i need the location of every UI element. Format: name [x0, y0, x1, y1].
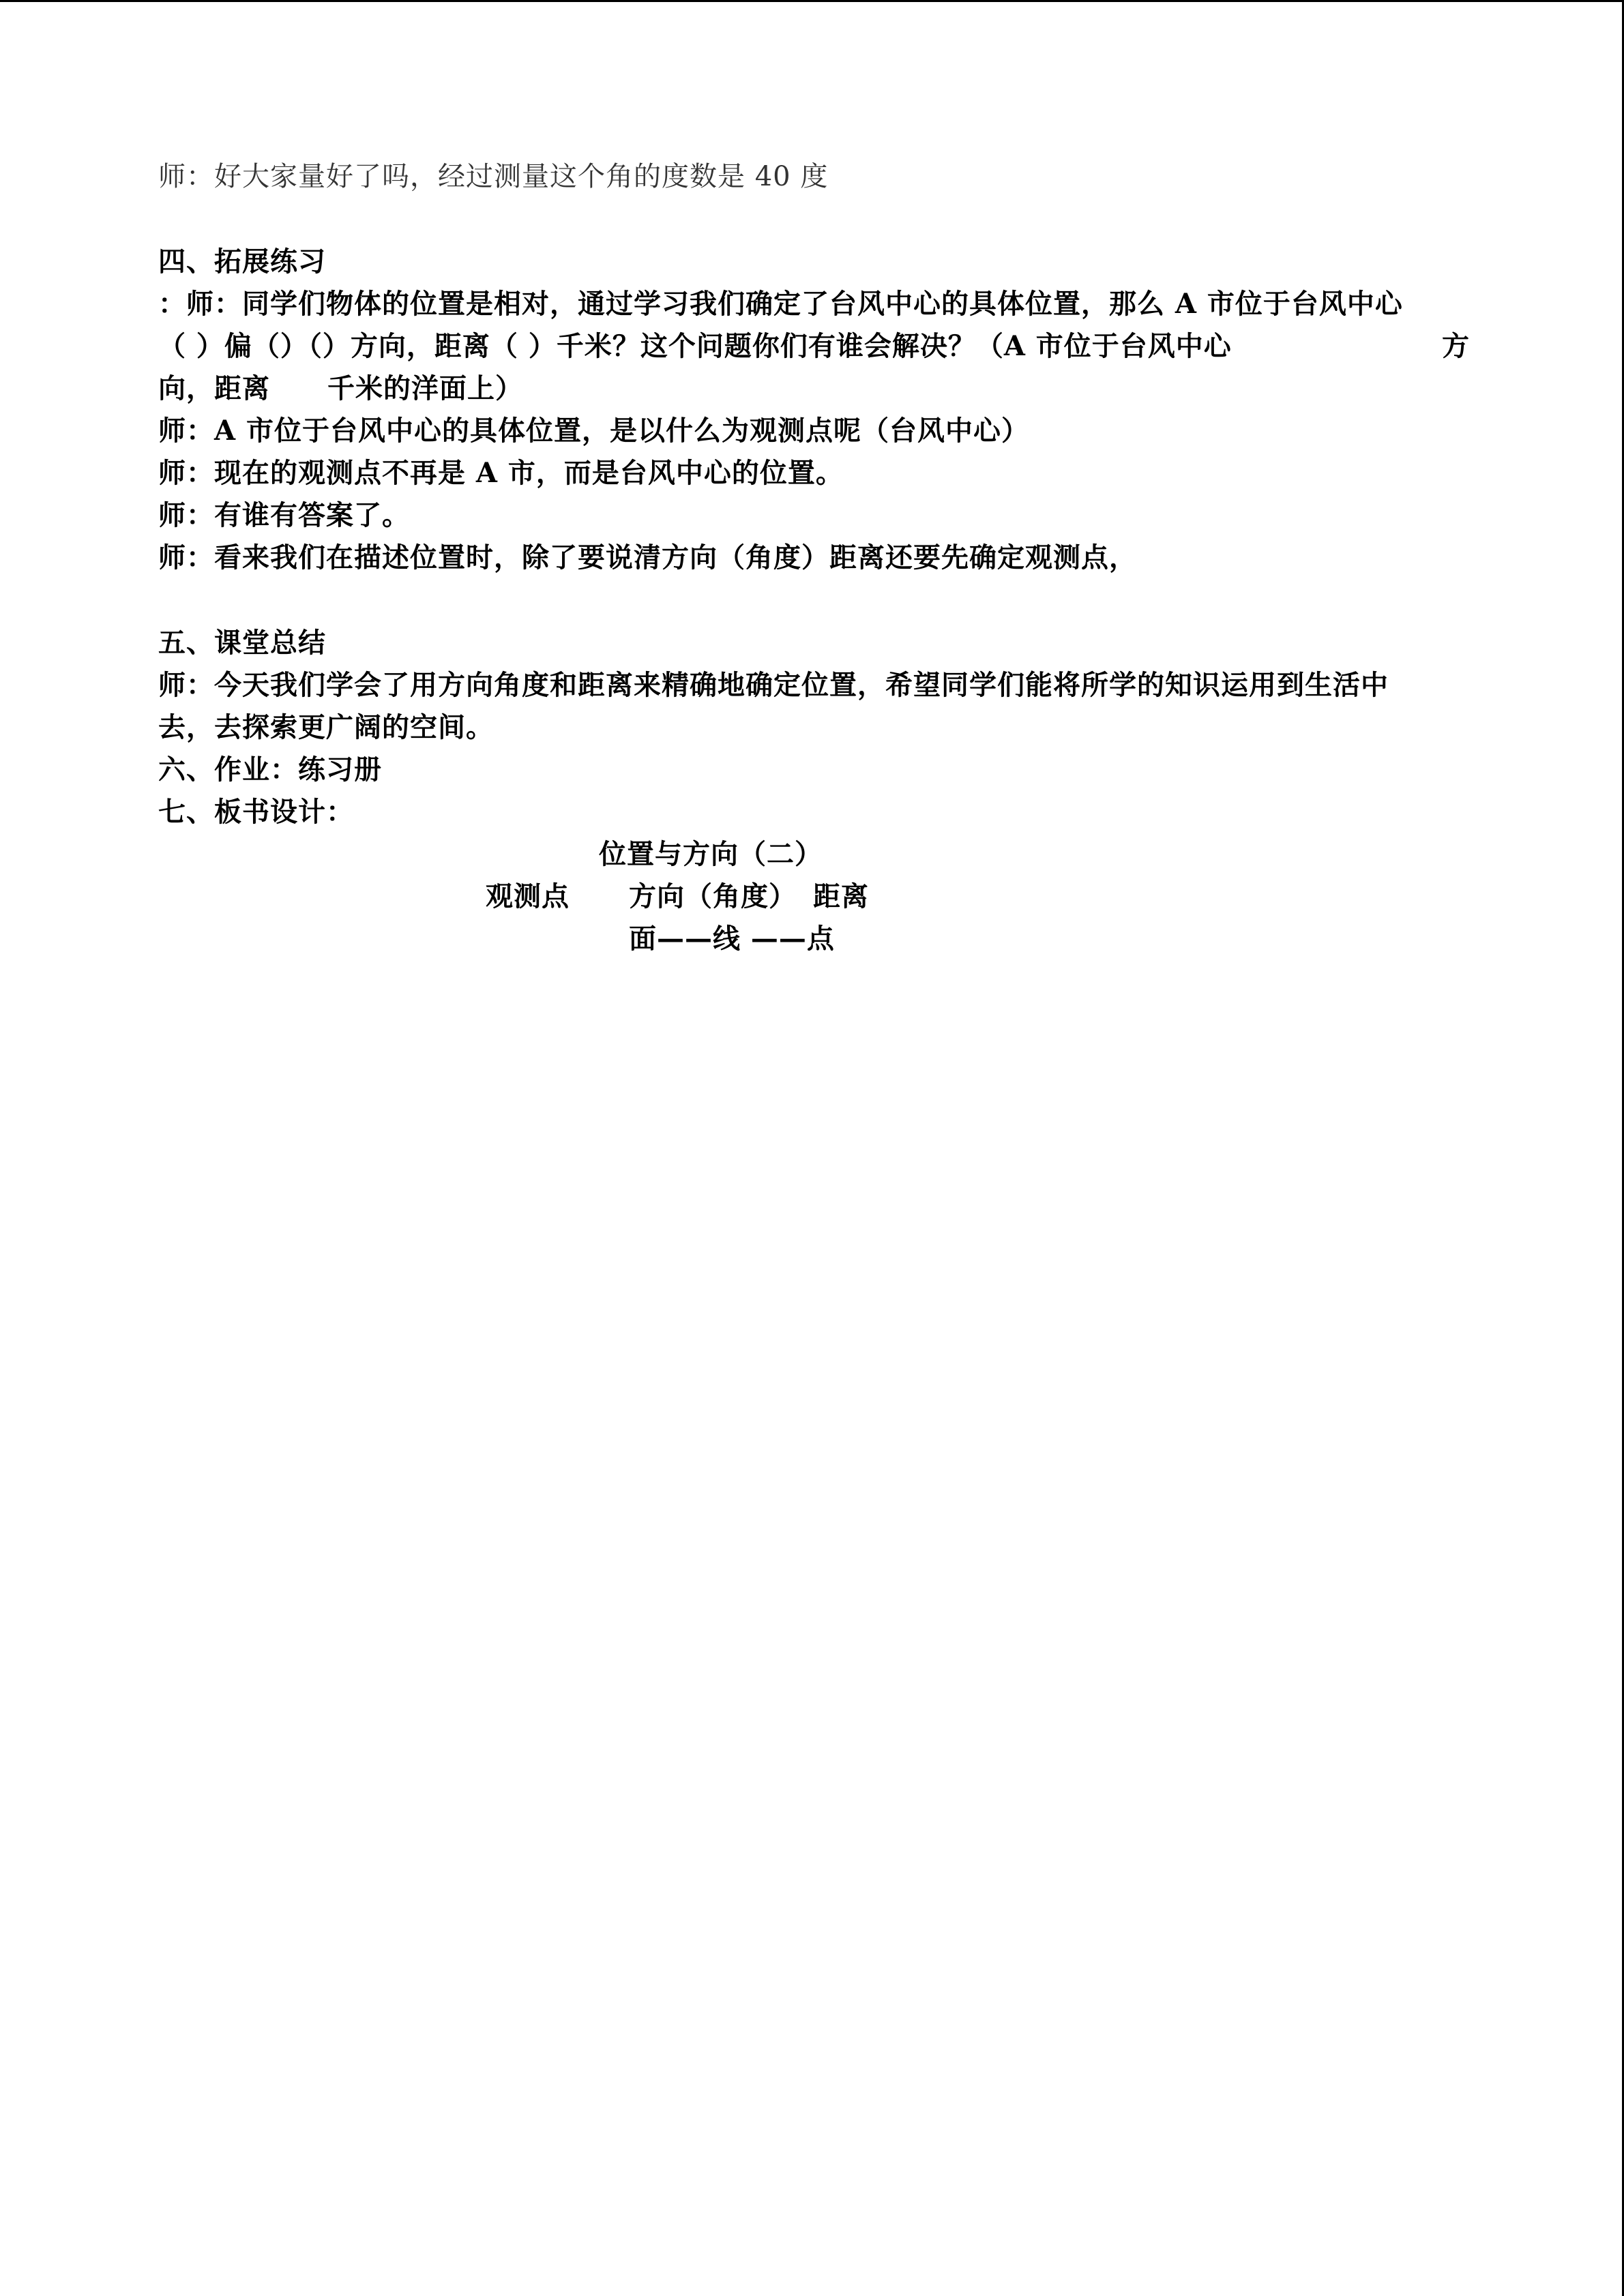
section-heading-homework: 六、作业：练习册 — [158, 754, 382, 786]
page-border-top — [0, 0, 1624, 2]
section-heading-board: 七、板书设计： — [158, 796, 354, 828]
teacher-line-describe: 师：看来我们在描述位置时，除了要说清方向（角度）距离还要先确定观测点， — [158, 541, 1137, 573]
teacher-line-summary: 师：今天我们学会了用方向角度和距离来精确地确定位置，希望同学们能将所学的知识运用到生活中 — [158, 669, 1389, 701]
question-line-blanks — [158, 325, 1468, 368]
board-observe: 观测点 — [486, 880, 570, 912]
question-blanks-text: （ ）偏（）（）方向，距离（ ）千米？这个问题你们有谁会解决？（A 市位于台风中心 — [158, 330, 1232, 362]
teacher-line-explore: 去，去探索更广阔的空间。 — [158, 711, 494, 743]
distance-ocean-text: 千米的洋面上） — [327, 372, 523, 404]
board-distance: 距离 — [813, 880, 869, 912]
distance-label: 向，距离 — [158, 372, 270, 404]
teacher-line-not-city: 师：现在的观测点不再是 A 市，而是台风中心的位置。 — [158, 457, 844, 489]
section-heading-extension: 四、拓展练习 — [158, 245, 326, 278]
direction-char: 方 — [1442, 330, 1470, 362]
distance-line — [158, 368, 636, 410]
teacher-line-observe: 师：A 市位于台风中心的具体位置，是以什么为观测点呢（台风中心） — [158, 415, 1029, 447]
board-summary: 面——线 ——点 — [629, 923, 835, 955]
section-heading-summary: 五、课堂总结 — [158, 627, 326, 659]
board-title: 位置与方向（二） — [599, 838, 823, 870]
teacher-line-measure: 师：好大家量好了吗，经过测量这个角的度数是 40 度 — [158, 161, 829, 192]
teacher-line-answer: 师：有谁有答案了。 — [158, 499, 410, 531]
teacher-line-question: ：师：同学们物体的位置是相对，通过学习我们确定了台风中心的具体位置，那么 A 市位于台风中心 — [158, 288, 1403, 320]
board-direction: 方向（角度） — [629, 880, 797, 912]
